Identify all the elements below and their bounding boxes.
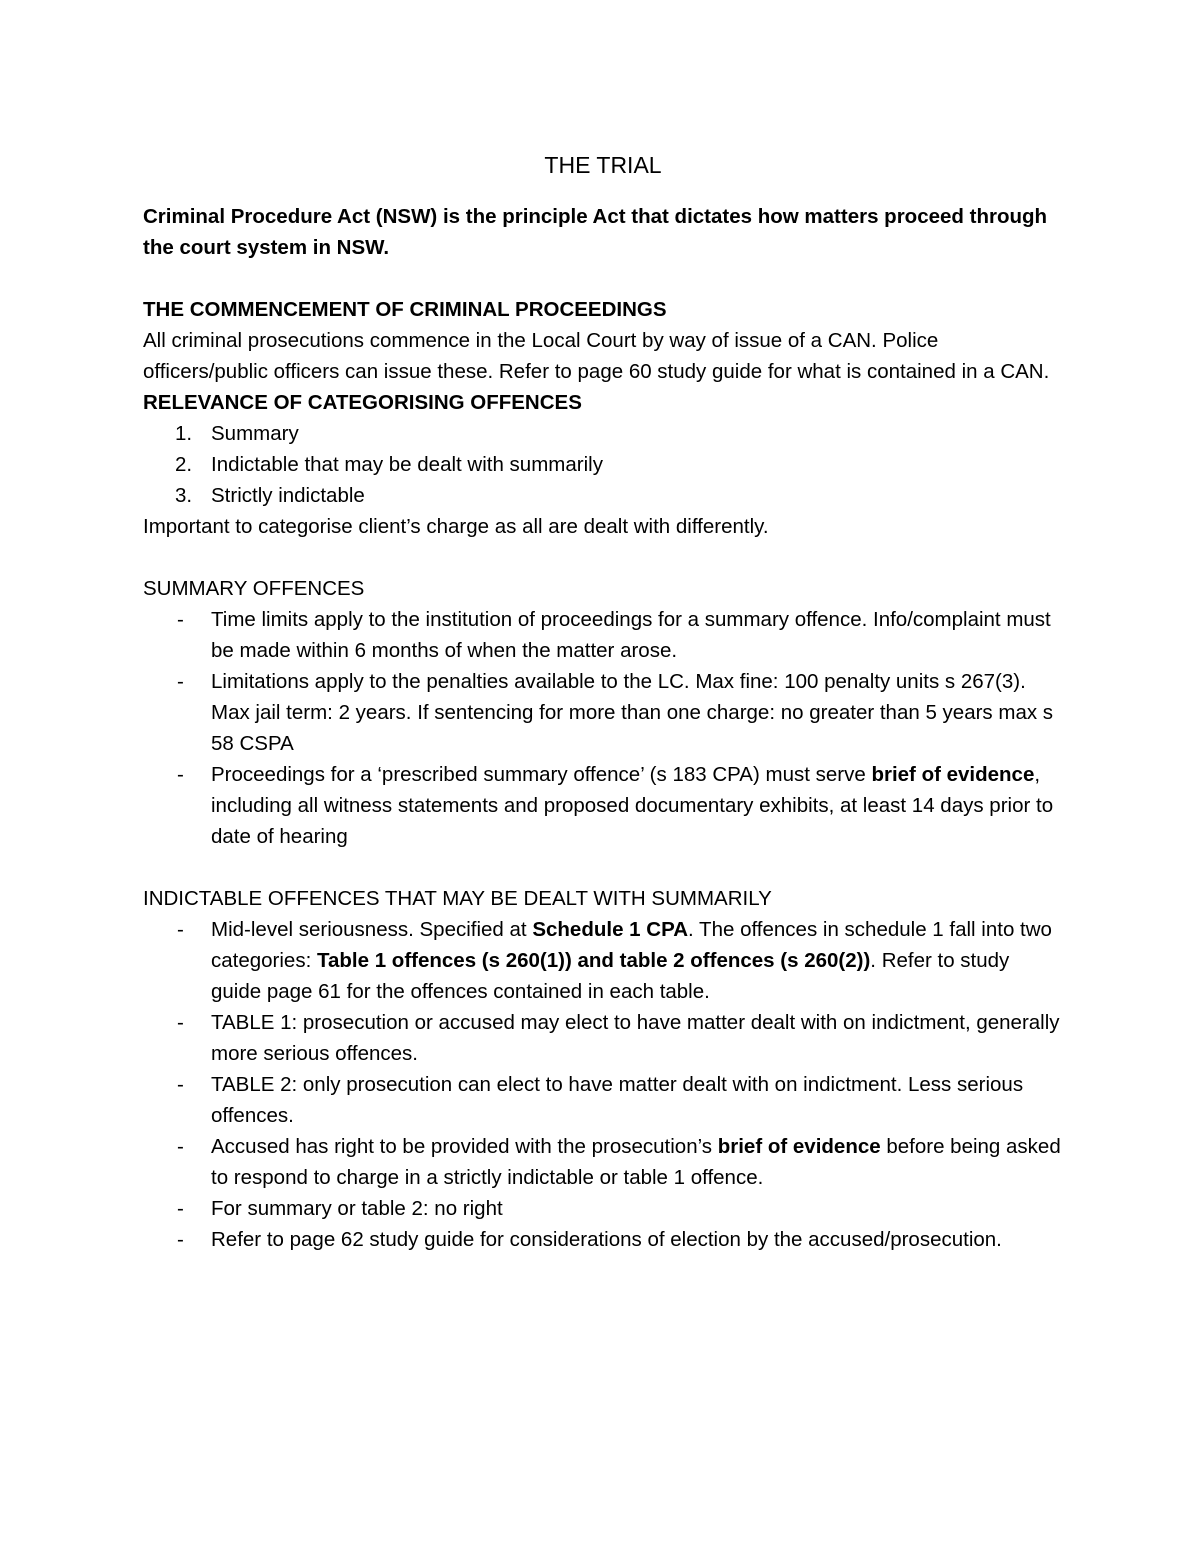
list-item-text bbox=[211, 1135, 1061, 1189]
list-item bbox=[143, 604, 1063, 666]
list-number: 3. bbox=[175, 484, 193, 507]
list-item bbox=[143, 449, 1063, 480]
text-run: Proceedings for a ‘prescribed summary offence’ (s 183 CPA) must serve bbox=[211, 763, 872, 786]
dash-bullet: - bbox=[177, 1011, 184, 1034]
dash-bullet: - bbox=[177, 763, 184, 786]
indictable-heading: INDICTABLE OFFENCES THAT MAY BE DEALT WITH SUMMARILY bbox=[143, 887, 772, 910]
document-page bbox=[143, 148, 1063, 1255]
list-item-text: Indictable that may be dealt with summarily bbox=[211, 453, 603, 476]
text-run: Mid-level seriousness. Specified at bbox=[211, 918, 533, 941]
dash-bullet: - bbox=[177, 608, 184, 631]
list-item-text: TABLE 1: prosecution or accused may elect to have matter dealt with on indictment, generally more serious offences. bbox=[211, 1011, 1060, 1065]
summary-offences-list bbox=[143, 604, 1063, 852]
bold-text-run: brief of evidence bbox=[717, 1135, 881, 1158]
list-item bbox=[143, 1193, 1063, 1224]
dash-bullet: - bbox=[177, 670, 184, 693]
list-item bbox=[143, 1131, 1063, 1193]
spacer bbox=[143, 263, 1063, 294]
commencement-heading: THE COMMENCEMENT OF CRIMINAL PROCEEDINGS bbox=[143, 298, 667, 321]
list-item-text: For summary or table 2: no right bbox=[211, 1197, 503, 1220]
list-item-text: Limitations apply to the penalties available to the LC. Max fine: 100 penalty units s 267(3). Max jail term: 2 years. If sentencing for more than one charge: no greater than 5 years max s 58 CSPA bbox=[211, 670, 1054, 755]
list-item-text: Refer to page 62 study guide for considerations of election by the accused/prosecution. bbox=[211, 1228, 1002, 1251]
summary-heading: SUMMARY OFFENCES bbox=[143, 577, 365, 600]
text-run: . Refer to study guide page 61 for the offences contained in each table. bbox=[211, 949, 1010, 1003]
dash-bullet: - bbox=[177, 1135, 184, 1158]
list-item-text bbox=[211, 918, 1052, 1003]
commencement-paragraph: All criminal prosecutions commence in the Local Court by way of issue of a CAN. Police officers/public officers can issue these. Refer to page 60 study guide for what is contained in a CAN. bbox=[143, 329, 1050, 383]
dash-bullet: - bbox=[177, 918, 184, 941]
list-item bbox=[143, 480, 1063, 511]
intro-paragraph: Criminal Procedure Act (NSW) is the principle Act that dictates how matters proceed through the court system in NSW. bbox=[143, 205, 1048, 259]
dash-bullet: - bbox=[177, 1073, 184, 1096]
list-item bbox=[143, 1224, 1063, 1255]
list-item-text bbox=[211, 763, 1053, 848]
list-number: 1. bbox=[175, 422, 193, 445]
bold-text-run: Schedule 1 CPA bbox=[532, 918, 689, 941]
text-run: , including all witness statements and proposed documentary exhibits, at least 14 days prior to date of hearing bbox=[211, 763, 1054, 848]
list-item bbox=[143, 666, 1063, 759]
list-item bbox=[143, 418, 1063, 449]
list-item-text: Summary bbox=[211, 422, 299, 445]
list-number: 2. bbox=[175, 453, 193, 476]
spacer bbox=[143, 852, 1063, 883]
text-run: before being asked to respond to charge in a strictly indictable or table 1 offence. bbox=[211, 1135, 1061, 1189]
list-item-text: Strictly indictable bbox=[211, 484, 365, 507]
list-item bbox=[143, 1007, 1063, 1069]
list-item bbox=[143, 759, 1063, 852]
indictable-offences-list bbox=[143, 914, 1063, 1255]
dash-bullet: - bbox=[177, 1197, 184, 1220]
spacer bbox=[143, 542, 1063, 573]
list-item bbox=[143, 914, 1063, 1007]
text-run: . The offences in schedule 1 fall into two categories: bbox=[211, 918, 1052, 972]
relevance-heading: RELEVANCE OF CATEGORISING OFFENCES bbox=[143, 391, 582, 414]
offence-categories-list bbox=[143, 418, 1063, 511]
document-title: THE TRIAL bbox=[544, 152, 662, 178]
dash-bullet: - bbox=[177, 1228, 184, 1251]
list-item-text: Time limits apply to the institution of proceedings for a summary offence. Info/complaint must be made within 6 months of when the matter arose. bbox=[211, 608, 1051, 662]
list-item-text: TABLE 2: only prosecution can elect to have matter dealt with on indictment. Less serious offences. bbox=[211, 1073, 1024, 1127]
list-item bbox=[143, 1069, 1063, 1131]
text-run: Accused has right to be provided with the prosecution’s bbox=[211, 1135, 718, 1158]
bold-text-run: brief of evidence bbox=[871, 763, 1035, 786]
bold-text-run: Table 1 offences (s 260(1)) and table 2 offences (s 260(2)) bbox=[316, 949, 871, 972]
relevance-note: Important to categorise client’s charge as all are dealt with differently. bbox=[143, 515, 769, 538]
